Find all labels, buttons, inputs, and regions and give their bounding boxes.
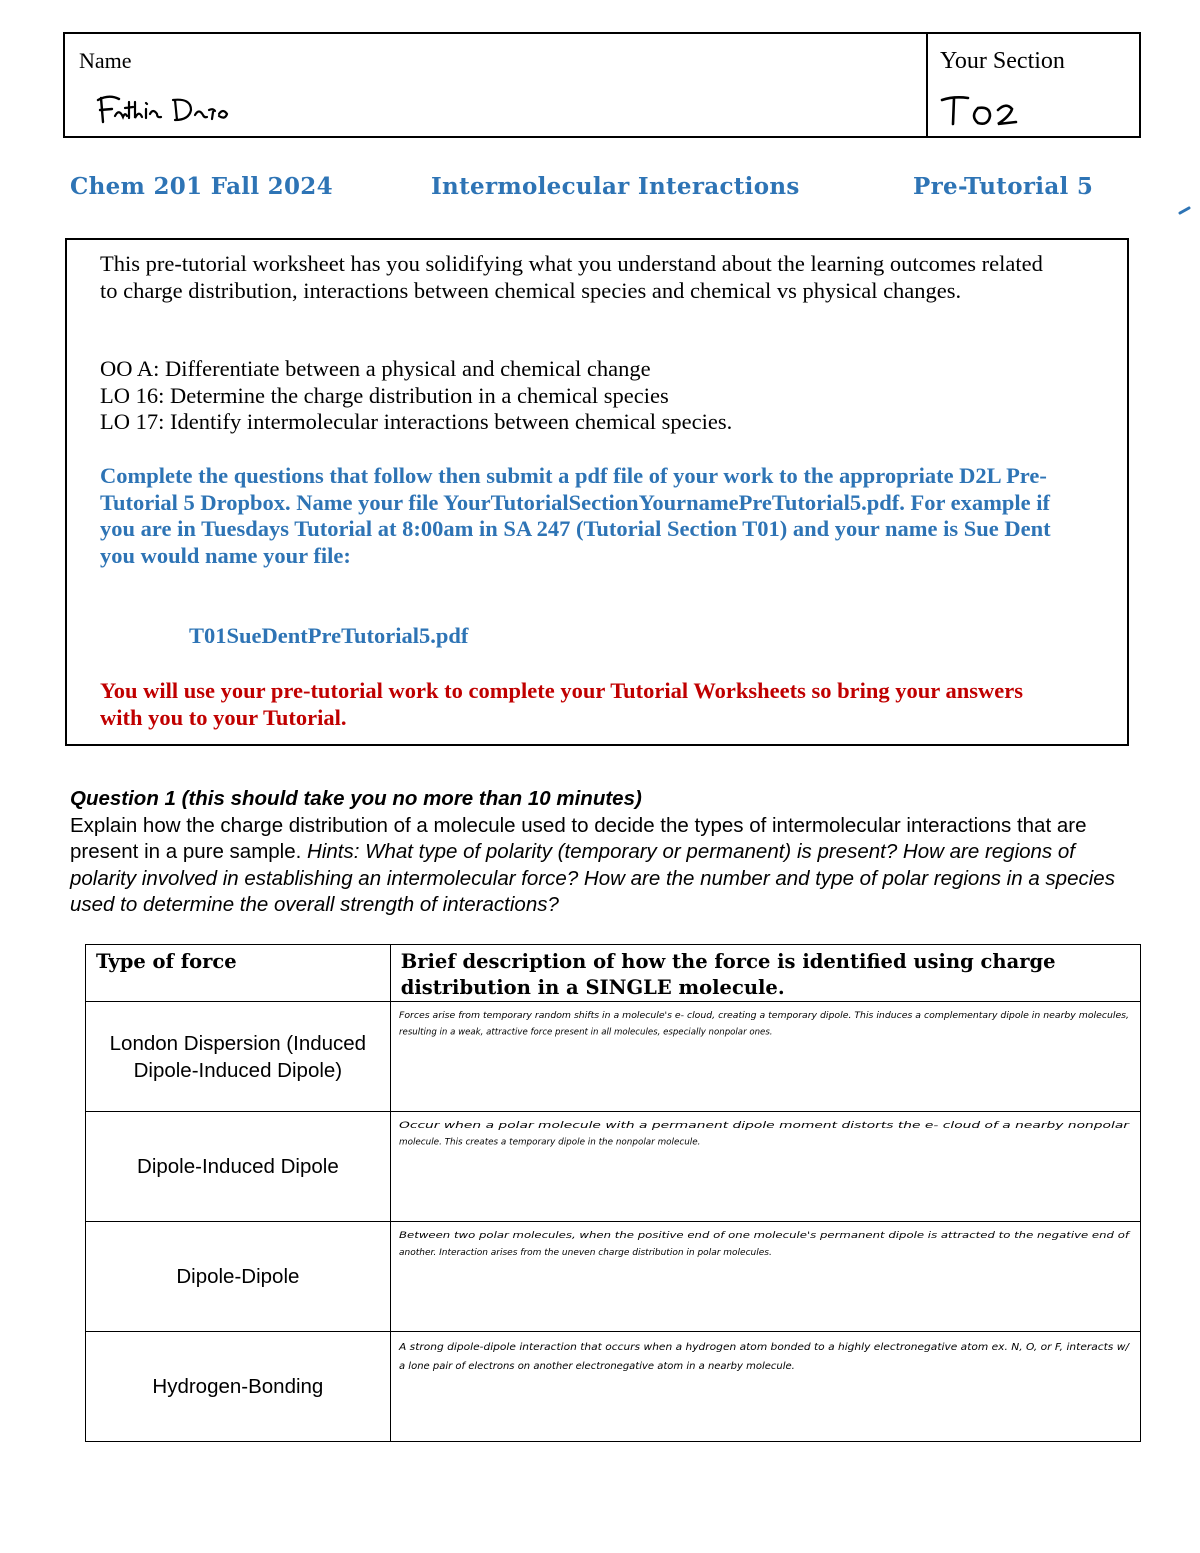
question-hints: Hints: What type of polarity (temporary or permanent) is present? How are regions of polarity involved in establishing an intermolecular force? How are the number and type of polar regions in a species used to determine the overall strength of interactions? [70,840,1115,916]
instructions-box [65,238,1129,746]
intro-text: This pre-tutorial worksheet has you solidifying what you understand about the learning outcomes related to charge distribution, interactions between chemical species and chemical vs physical changes. [100,251,1043,303]
svg-text:Forces arise from temporary ra: Forces arise from temporary random shifts in a molecule's e- cloud, creating a temporary dipole. This induces a complementary dipole in nearby molecules, resulting in a weak, attractive force present in all molecules, especially nonpolar ones. [398,1011,1129,1038]
title-row [70,173,1130,209]
question-body: Explain how the charge distribution of a molecule used to decide the types of intermolecular interactions that are present in a pure sample. [70,813,1087,863]
question-1 [70,786,1130,919]
force-dipole-dipole: Dipole-Dipole [86,1222,391,1332]
header-type-of-force: Type of force [86,945,391,1002]
handwritten-answer [395,1112,1140,1217]
handwritten-answer [395,1222,1140,1327]
name-cell [65,34,928,136]
handwritten-name [95,90,255,126]
worksheet-title: Pre-Tutorial 5 [913,173,1094,200]
header-box [63,32,1141,138]
outcome-lo-17: LO 17: Identify intermolecular interactions between chemical species. [100,409,733,434]
question-heading: Question 1 (this should take you no more than 10 minutes) [70,787,642,810]
svg-text:Between two polar molecules, w: Between two polar molecules, when the positive end of one molecule's permanent dipole is attracted to the negative end of another. Interaction arises from the uneven charge distribution in polar molecules. [398,1231,1132,1259]
topic-title: Intermolecular Interactions [431,173,800,200]
force-hydrogen-bonding: Hydrogen-Bonding [86,1332,391,1442]
outcome-oo-a: OO A: Differentiate between a physical and chemical change [100,356,651,381]
svg-text:Occur when a polar molecule wi: Occur when a polar molecule with a permanent dipole moment distorts the e- cloud of a nearby nonpolar molecule. This creates a temporary dipole in the nonpolar molecule. [398,1121,1131,1148]
table-row [86,1112,1141,1222]
answer-cell[interactable] [390,1332,1140,1442]
course-title: Chem 201 Fall 2024 [70,173,333,200]
name-label: Name [79,48,132,73]
learning-outcomes [100,356,1060,436]
table-row [86,1332,1141,1442]
stray-pen-mark [1178,205,1192,215]
handwritten-answer [395,1002,1140,1107]
example-filename: T01SueDentPreTutorial5.pdf [189,623,469,648]
force-dipole-induced-dipole: Dipole-Induced Dipole [86,1112,391,1222]
section-cell [926,34,1139,136]
handwritten-answer [395,1332,1140,1437]
section-label: Your Section [940,48,1065,74]
answer-cell[interactable] [390,1112,1140,1222]
svg-text:A strong dipole-dipole interac: A strong dipole-dipole interaction that occurs when a hydrogen atom bonded to a highly electronegative atom ex. N, O, or F, interacts w/ a lone pair of electrons on another electronegative atom in a nearby molecule. [397,1342,1131,1372]
tutorial-warning: You will use your pre-tutorial work to complete your Tutorial Worksheets so bring your answers with you to your Tutorial. [100,678,1023,730]
table-row [86,1002,1141,1112]
force-table [85,944,1141,1442]
force-london-dispersion: London Dispersion (Induced Dipole-Induced Dipole) [86,1002,391,1112]
handwritten-section [938,92,1048,130]
submission-instructions: Complete the questions that follow then submit a pdf file of your work to the appropriate D2L Pre-Tutorial 5 Dropbox. Name your file YourTutorialSectionYournamePreTutorial5.pdf. For example if you are in Tuesdays Tutorial at 8:00am in SA 247 (Tutorial Section T01) and your name is Sue Dent you would name your file: [100,463,1051,568]
answer-cell[interactable] [390,1002,1140,1112]
table-row [86,1222,1141,1332]
table-header-row [86,945,1141,1002]
answer-cell[interactable] [390,1222,1140,1332]
outcome-lo-16: LO 16: Determine the charge distribution in a chemical species [100,382,669,408]
header-description: Brief description of how the force is identified using charge distribution in a SINGLE molecule. [390,945,1140,1002]
